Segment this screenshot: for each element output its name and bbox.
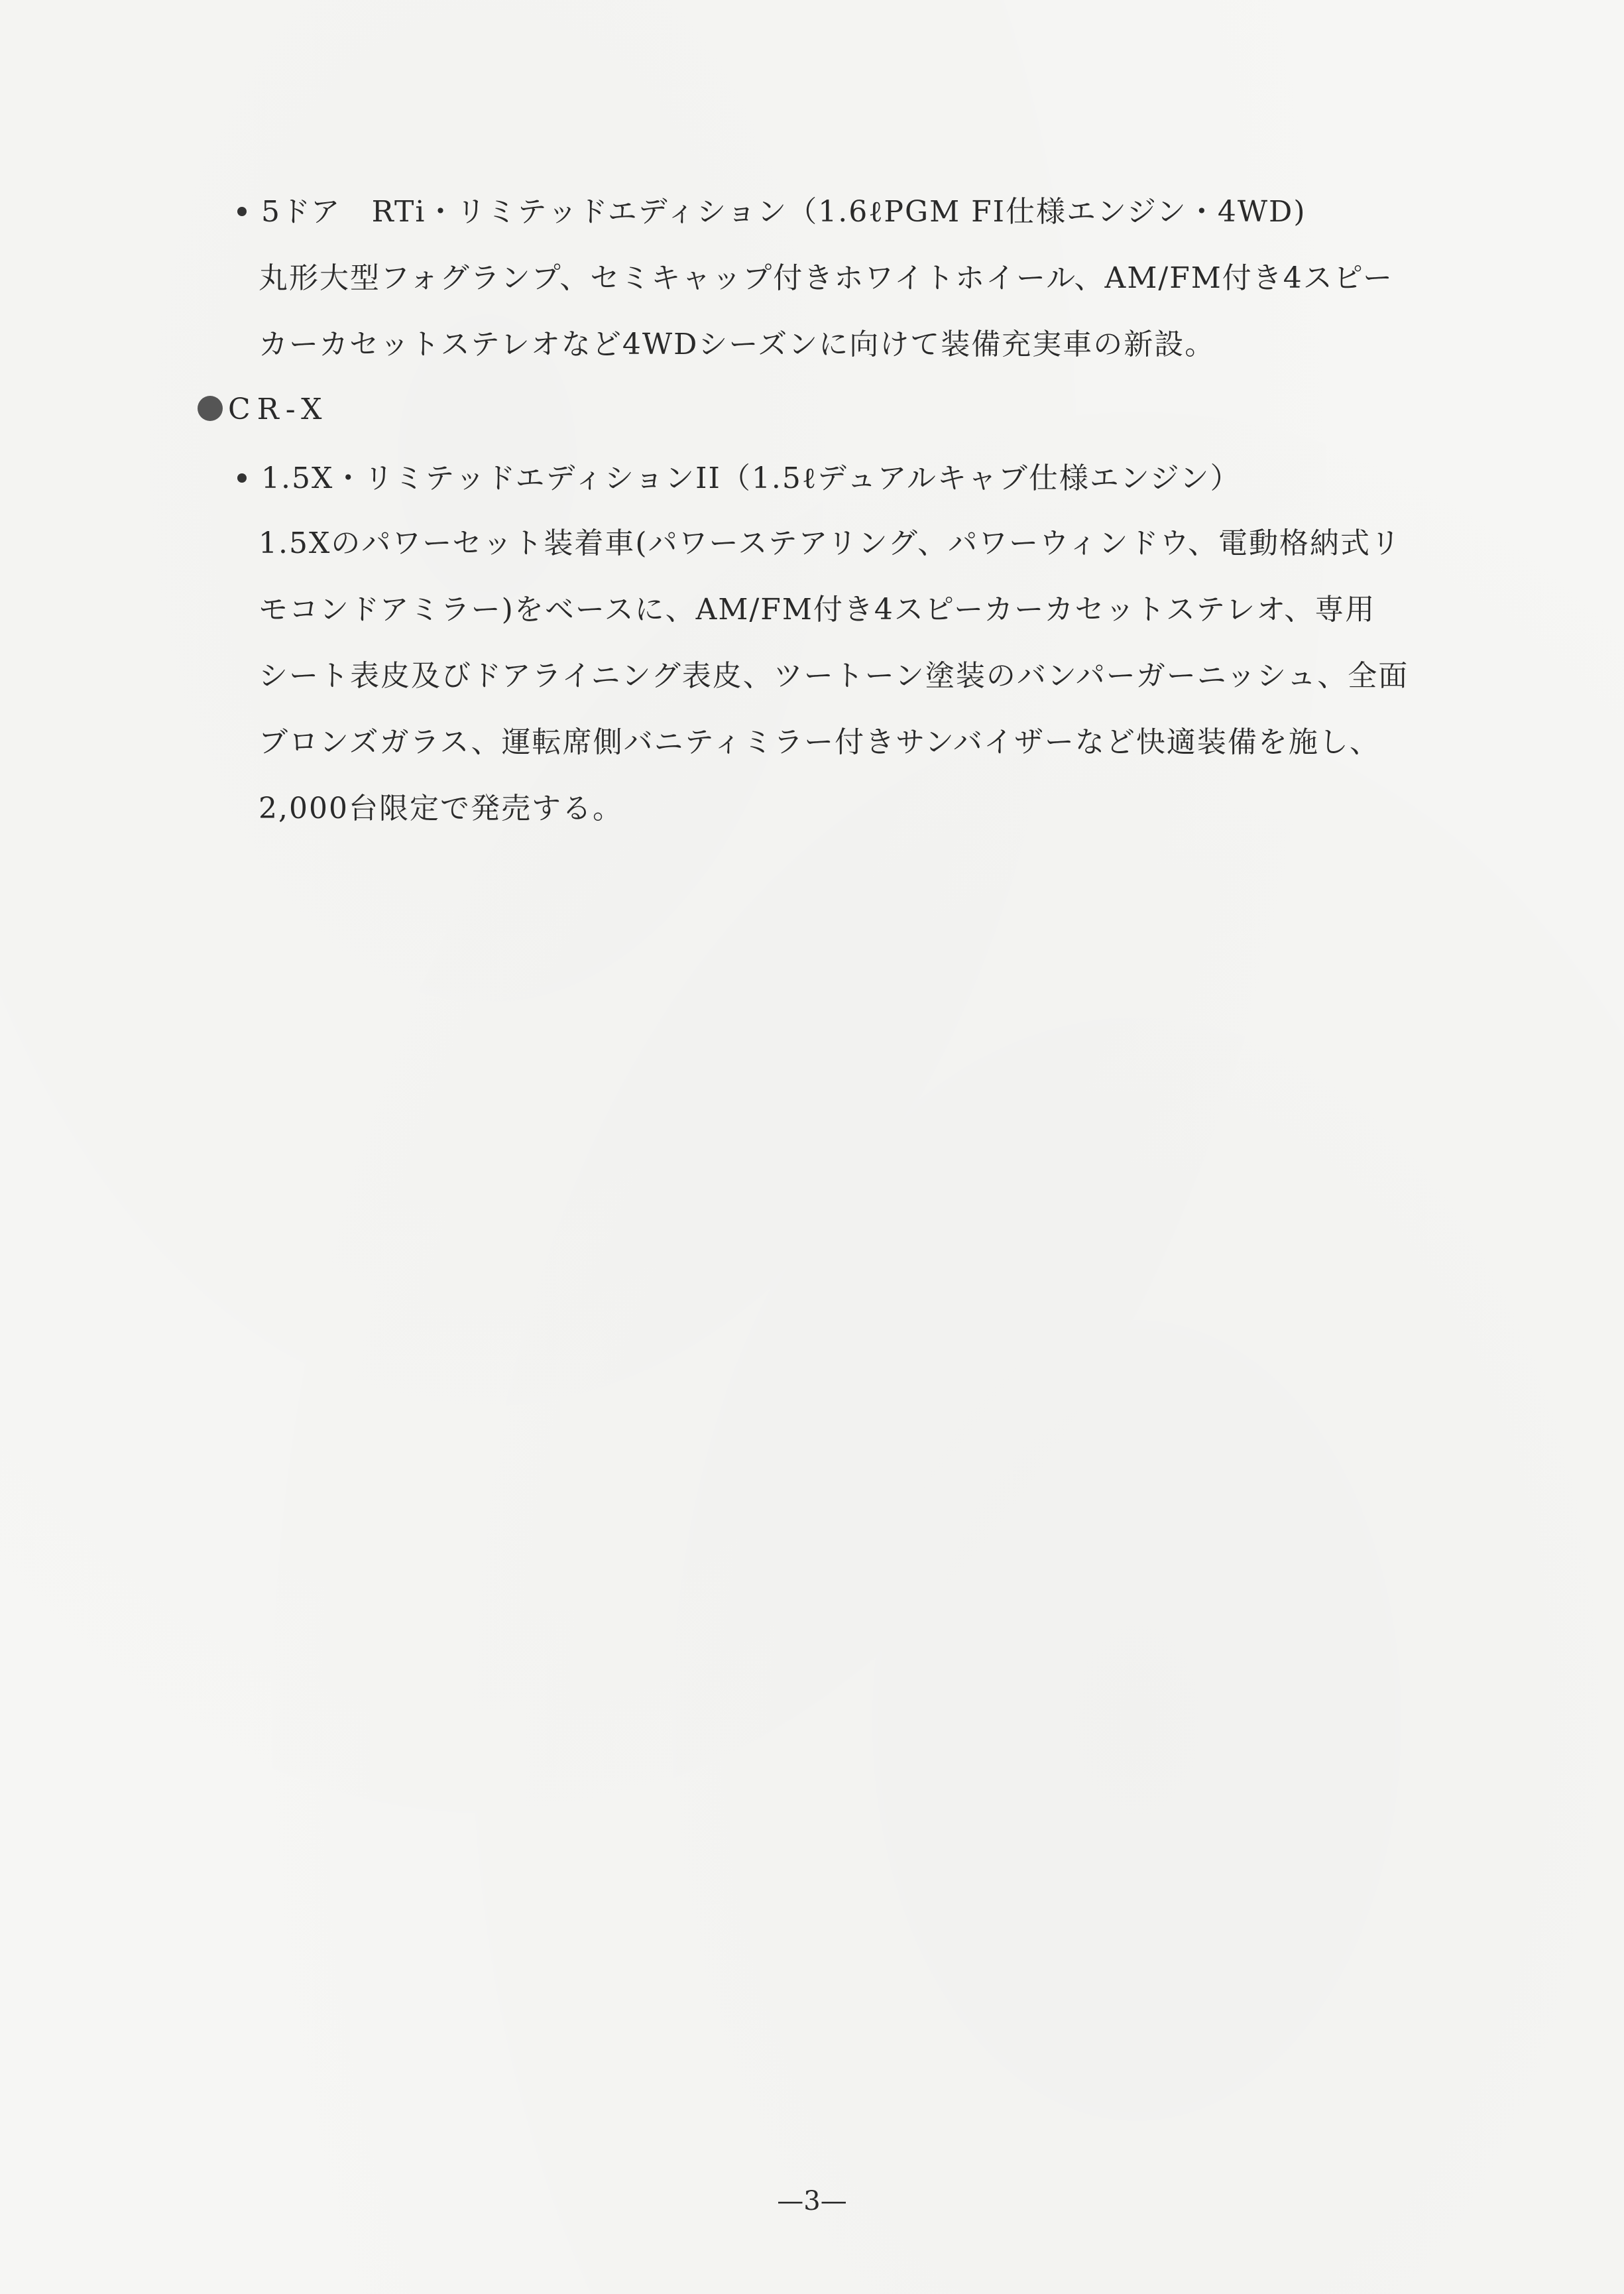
filled-circle-icon — [198, 396, 223, 421]
item-body-line: 1.5Xのパワーセット装着車(パワーステアリング、パワーウィンドウ、電動格納式リ — [259, 526, 1401, 560]
item-heading-15x: 1.5X・リミテッドエディションII（1.5ℓデュアルキャブ仕様エンジン） — [237, 459, 1241, 499]
page-number: —3— — [777, 2186, 847, 2216]
item-body-line: 2,000台限定で発売する。 — [259, 792, 623, 825]
bullet-icon — [237, 207, 247, 216]
item-body-line: シート表皮及びドアライニング表皮、ツートーン塗装のバンパーガーニッシュ、全面 — [259, 659, 1409, 693]
item-body-line: モコンドアミラー)をベースに、AM/FM付き4スピーカーカセットステレオ、専用 — [259, 593, 1376, 627]
item-heading-rti: 5ドア RTi・リミテッドエディション（1.6ℓPGM FI仕様エンジン・4WD) — [237, 192, 1306, 232]
bullet-icon — [237, 473, 247, 483]
item-body-line: 丸形大型フォグランプ、セミキャップ付きホワイトホイール、AM/FM付き4スピー — [259, 261, 1394, 295]
item-body-line: ブロンズガラス、運転席側バニティミラー付きサンバイザーなど快適装備を施し、 — [259, 725, 1380, 759]
item-body-line: カーカセットステレオなど4WDシーズンに向けて装備充実車の新設。 — [259, 328, 1216, 361]
section-title-crx: CR-X — [198, 390, 328, 430]
